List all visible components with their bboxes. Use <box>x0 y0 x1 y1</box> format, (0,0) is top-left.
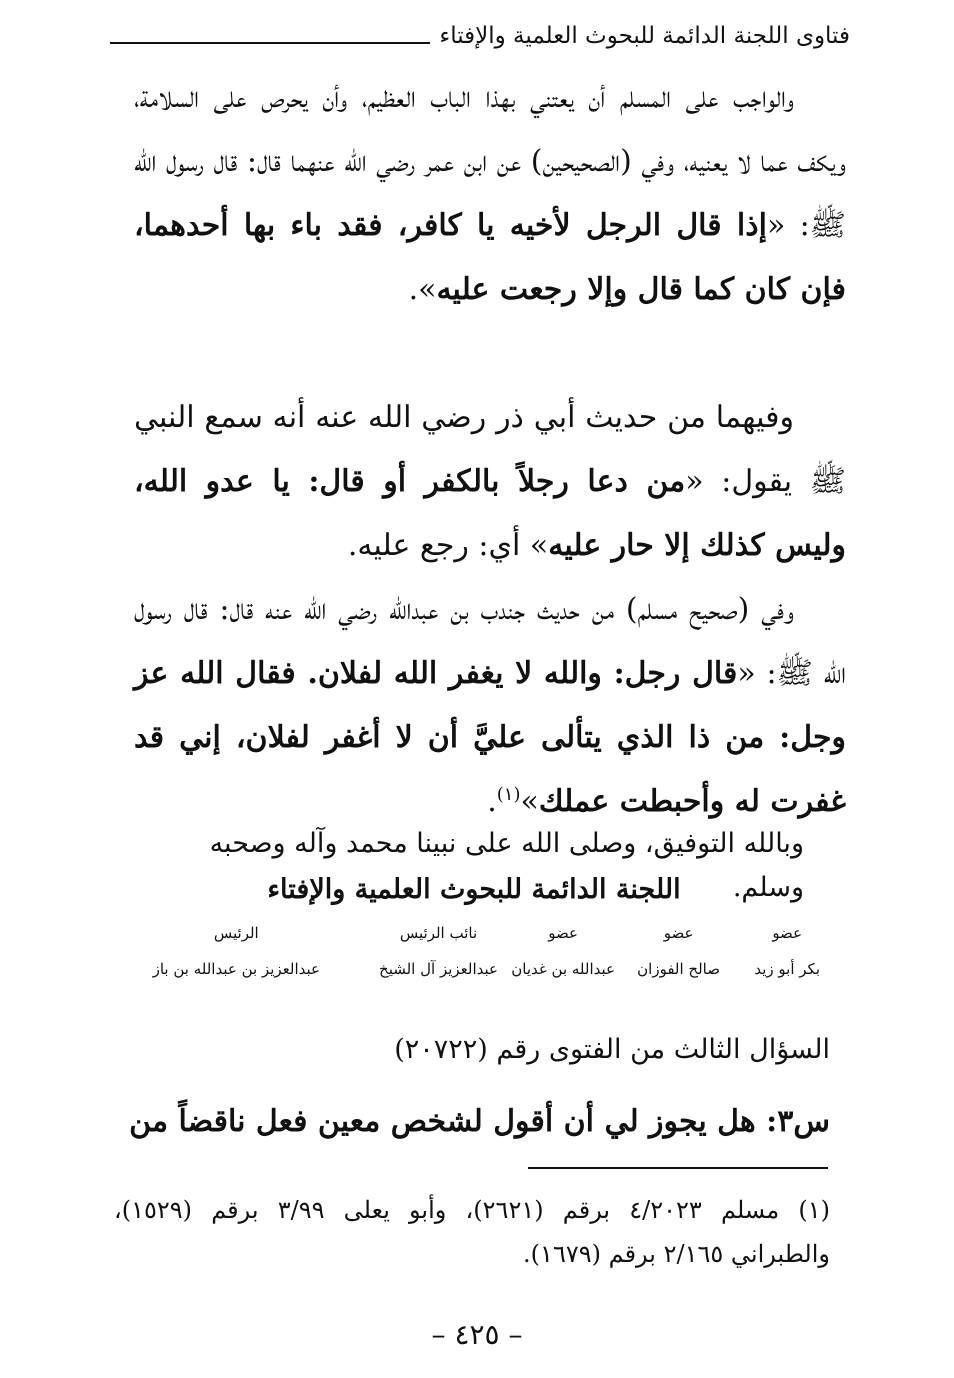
paragraph-3-text: وفي (صحيح مسلم) من حديث جندب بن عبدالله رضي الله عنه قال: قال رسول الله ﷺ: « <box>134 592 846 691</box>
signatory-name: عبدالله بن غديان <box>511 960 615 978</box>
paragraph-2-text: وفيهما من حديث أبي ذر رضي الله عنه أنه سمع النبي ﷺ يقول: « <box>134 400 846 499</box>
paragraph-3 <box>134 578 846 834</box>
paragraph-1-end: ». <box>408 272 437 307</box>
footnote-separator <box>528 1167 828 1169</box>
paragraph-2-end: » أي: رجع عليه. <box>347 528 549 563</box>
footnote-marker[interactable]: (١) <box>496 784 521 805</box>
page-number: – ٤٢٥ – <box>431 1318 523 1351</box>
signatory-name: عبدالعزيز آل الشيخ <box>379 960 498 978</box>
signatory-role: الرئيس <box>213 924 259 942</box>
paragraph-1-hadith: إذا قال الرجل لأخيه يا كافر، فقد باء بها أحدهما، فإن كان كما قال وإلا رجعت عليه <box>134 208 846 307</box>
signatory-role: عضو <box>548 924 578 942</box>
signatory-vice-president <box>379 918 498 984</box>
signatory-name: بكر أبو زيد <box>754 960 820 978</box>
running-header <box>110 16 850 56</box>
signatory-role: نائب الرئيس <box>399 924 478 942</box>
signatory-member-3 <box>511 918 615 984</box>
paragraph-1-text: والواجب على المسلم أن يعتني بهذا الباب العظيم، وأن يحرص على السلامة، ويكف عما لا يعنيه، وفي (الصحيحين) عن ابن عمر رضي الله عنهما قال: قال رسول الله ﷺ: « <box>134 80 846 243</box>
running-header-title: فتاوى اللجنة الدائمة للبحوث العلمية والإفتاء <box>439 23 850 49</box>
signatory-name: صالح الفوزان <box>637 960 720 978</box>
signatory-role: عضو <box>663 924 694 942</box>
signatory-president <box>153 918 320 984</box>
paragraph-3-end: » <box>520 784 539 819</box>
paragraph-1 <box>134 66 846 322</box>
paragraph-2 <box>134 386 846 578</box>
signatory-role: عضو <box>772 924 803 942</box>
paragraph-2-hadith: من دعا رجلاً بالكفر أو قال: يا عدو الله، وليس كذلك إلا حار عليه <box>134 464 846 563</box>
question-heading: السؤال الثالث من الفتوى رقم (٢٠٧٢٢) <box>394 1034 830 1065</box>
running-header-rule <box>110 42 430 44</box>
signatory-member-1 <box>754 918 820 984</box>
committee-title: اللجنة الدائمة للبحوث العلمية والإفتاء <box>267 874 681 905</box>
question-text: س٣: هل يجوز لي أن أقول لشخص معين فعل ناقضاً من <box>129 1104 830 1139</box>
closing-line: وبالله التوفيق، وصلى الله على نبينا محمد وآله وصحبه وسلم. <box>209 828 804 903</box>
signatory-name: عبدالعزيز بن عبدالله بن باز <box>152 960 320 978</box>
footnote: (١) مسلم ٤/٢٠٢٣ برقم (٢٦٢١)، وأبو يعلى ٣/٩٩ برقم (١٥٢٩)، والطبراني ٢/١٦٥ برقم (١٦٧٩). <box>114 1196 830 1268</box>
paragraph-3-hadith: قال رجل: والله لا يغفر الله لفلان. فقال الله عز وجل: من ذا الذي يتألى عليَّ أن لا أغفر لفلان، إني قد غفرت له وأحبطت عملك <box>134 656 846 819</box>
signatory-member-2 <box>637 918 720 984</box>
paragraph-3-trailing: . <box>487 784 497 819</box>
signatories <box>130 918 820 988</box>
